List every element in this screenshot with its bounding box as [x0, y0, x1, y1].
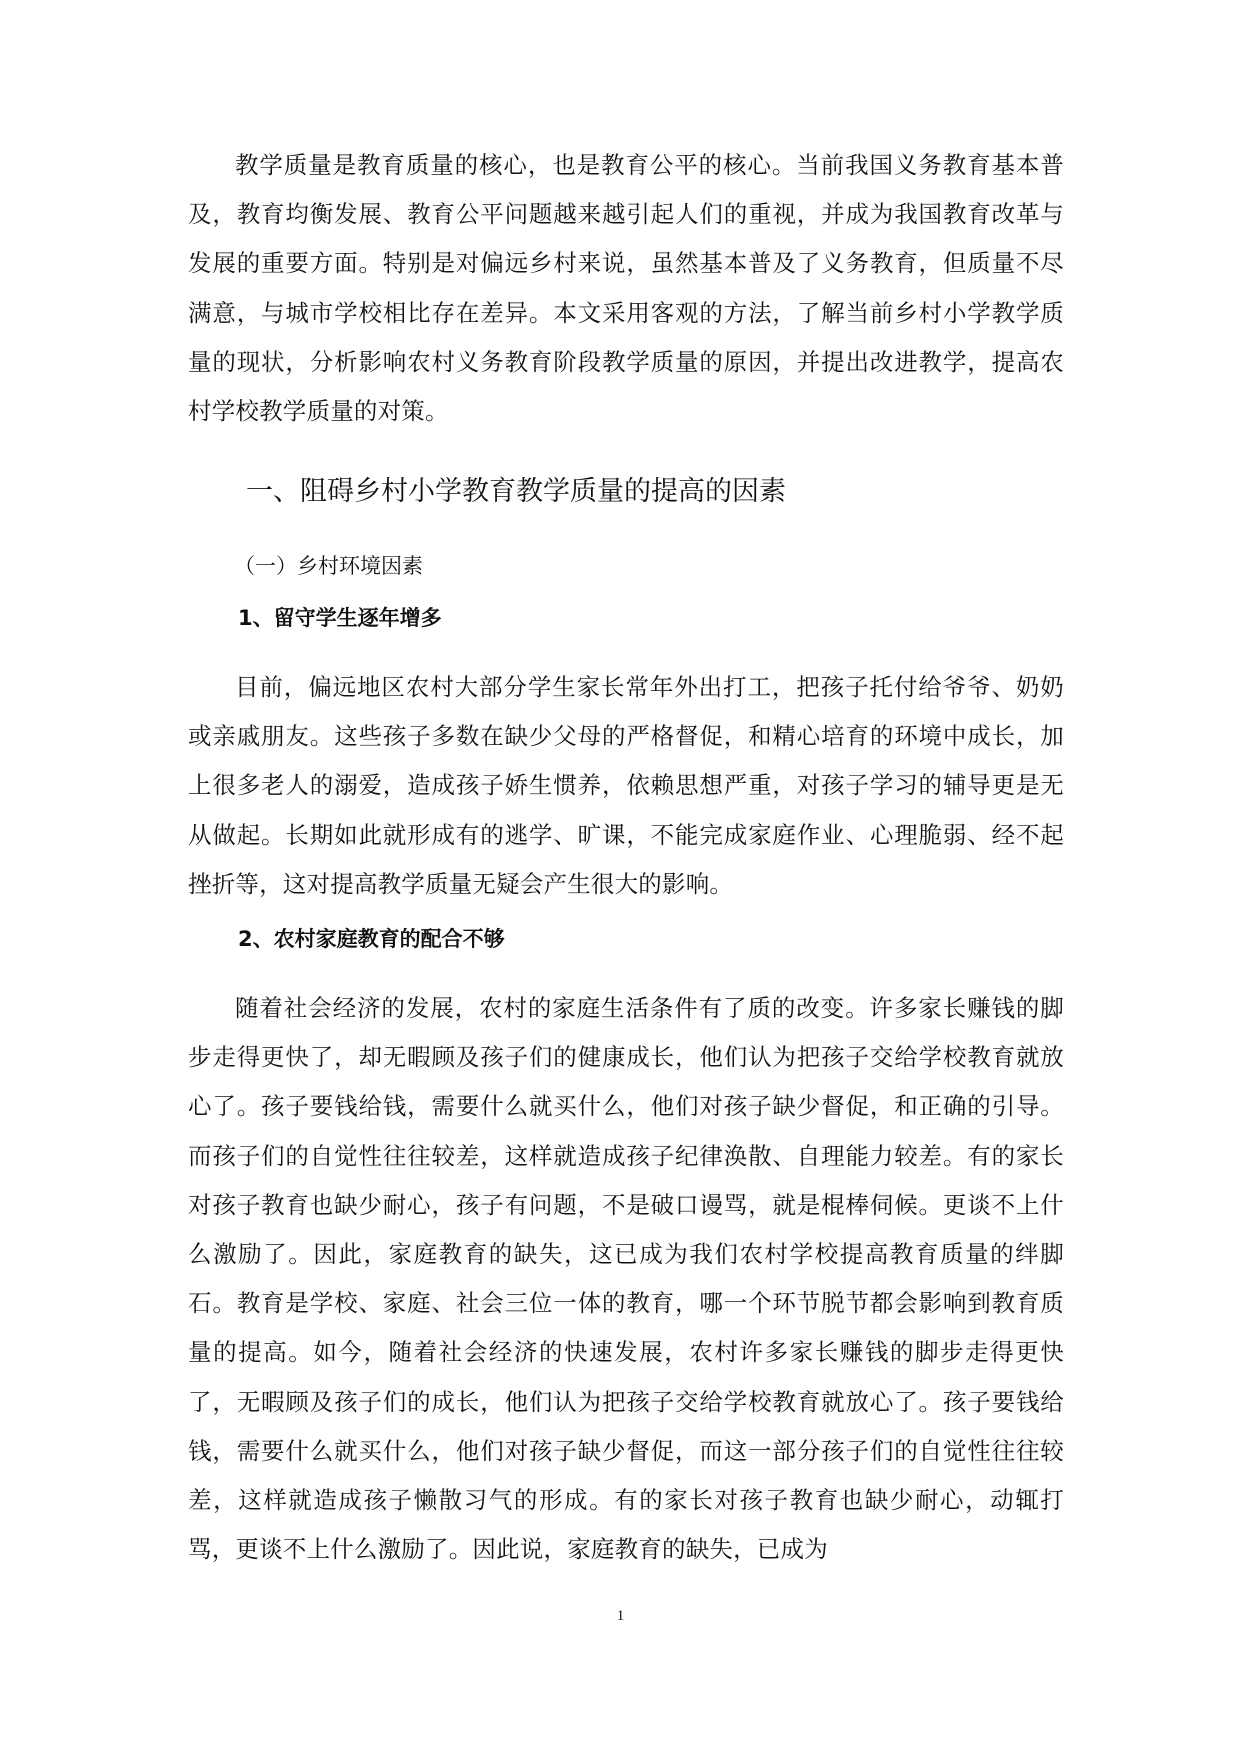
- intro-paragraph: 教学质量是教育质量的核心，也是教育公平的核心。当前我国义务教育基本普及，教育均衡发展、教育公平问题越来越引起人们的重视，并成为我国教育改革与发展的重要方面。特别是对偏远乡村来说，虽然基本普及了义务教育，但质量不尽满意，与城市学校相比存在差异。本文采用客观的方法，了解当前乡村小学教学质量的现状，分析影响农村义务教育阶段教学质量的原因，并提出改进教学，提高农村学校教学质量的对策。: [188, 151, 1064, 426]
- item-1-heading: 1、留守学生逐年增多: [238, 606, 442, 630]
- item-2-paragraph: 随着社会经济的发展，农村的家庭生活条件有了质的改变。许多家长赚钱的脚步走得更快了，却无暇顾及孩子们的健康成长，他们认为把孩子交给学校教育就放心了。孩子要钱给钱，需要什么就买什么，他们对孩子缺少督促，和正确的引导。而孩子们的自觉性往往较差，这样就造成孩子纪律涣散、自理能力较差。有的家长对孩子教育也缺少耐心，孩子有问题，不是破口谩骂，就是棍棒伺候。更谈不上什么激励了。因此，家庭教育的缺失，这已成为我们农村学校提高教育质量的绊脚石。教育是学校、家庭、社会三位一体的教育，哪一个环节脱节都会影响到教育质量的提高。如今，随着社会经济的快速发展，农村许多家长赚钱的脚步走得更快了，无暇顾及孩子们的成长，他们认为把孩子交给学校教育就放心了。孩子要钱给钱，需要什么就买什么，他们对孩子缺少督促，而这一部分孩子们的自觉性往往较差，这样就造成孩子懒散习气的形成。有的家长对孩子教育也缺少耐心，动辄打骂，更谈不上什么激励了。因此说，家庭教育的缺失，已成为: [188, 994, 1064, 1564]
- item-1-paragraph: 目前，偏远地区农村大部分学生家长常年外出打工，把孩子托付给爷爷、奶奶或亲戚朋友。这些孩子多数在缺少父母的严格督促，和精心培育的环境中成长，加上很多老人的溺爱，造成孩子娇生惯养，依赖思想严重，对孩子学习的辅导更是无从做起。长期如此就形成有的逃学、旷课，不能完成家庭作业、心理脆弱、经不起挫折等，这对提高教学质量无疑会产生很大的影响。: [188, 673, 1064, 898]
- page-number: 1: [616, 1608, 625, 1624]
- subsection-heading: （一）乡村环境因素: [234, 554, 423, 578]
- section-heading: 一、阻碍乡村小学教育教学质量的提高的因素: [246, 476, 786, 507]
- item-2-heading: 2、农村家庭教育的配合不够: [238, 927, 505, 951]
